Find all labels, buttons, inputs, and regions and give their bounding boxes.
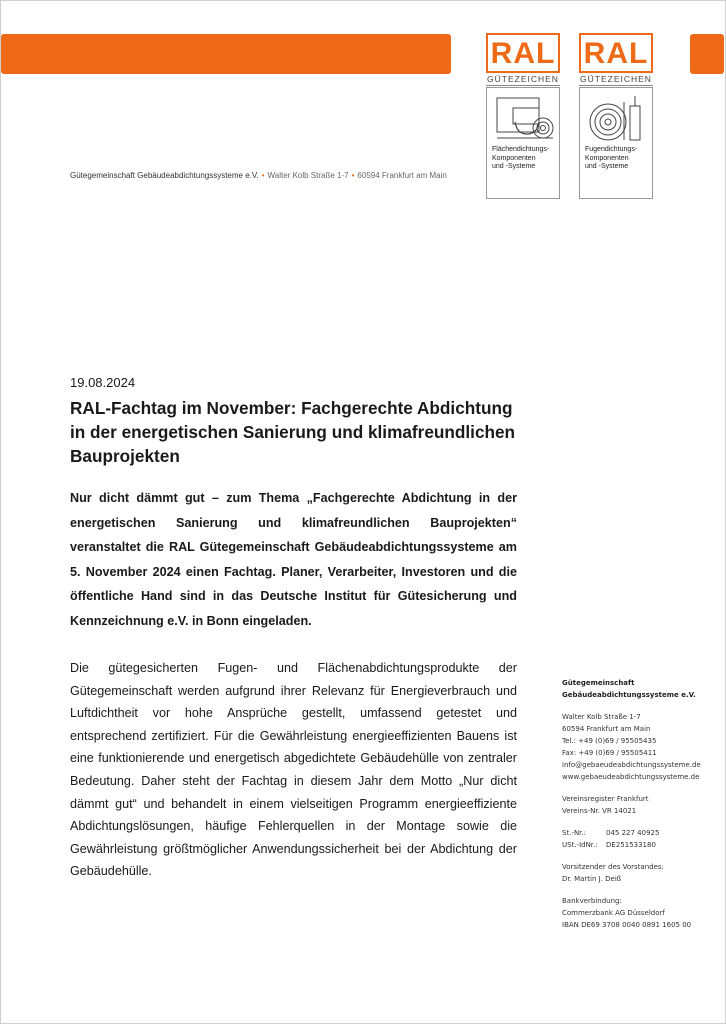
sidebar-email-link[interactable]: info@gebaeudeabdichtungssysteme.de: [562, 761, 701, 769]
body-paragraph: Die gütegesicherten Fugen- und Flächenabdichtungsprodukte der Gütegemeinschaft werden aufgrund ihrer Relevanz für Energieverbrauch und Luftdichtheit vor hohe Ansprüche gestellt, umfassend getestet und entsprechend zertifiziert. Für die Gewährleistung energieeffizienten Bauens ist eine funktionierende und energetisch abgedichtete Gebäudehülle von zentraler Bedeutung. Daher steht der Fachtag in diesem Jahr dem Motto „Nur dicht dämmt gut“ und behandelt in einem vielseitigen Programm energieeffiziente Abdichtungslösungen, häufige Fehlerquellen in der Montage sowie die Gewährleistung größtmöglicher Anwendungssicherheit bei der Abdichtung der Gebäudehülle.: [70, 661, 517, 879]
sidebar-bank-label: Bankverbindung:: [562, 897, 622, 905]
guetezeichen-label: GÜTEZEICHEN: [580, 74, 652, 84]
sidebar-contact: [562, 677, 722, 931]
org-name: Gütegemeinschaft Gebäudeabdichtungssysteme e.V.: [70, 171, 259, 180]
sidebar-org-line: Gütegemeinschaft: [562, 679, 635, 687]
sidebar-iban: IBAN DE69 3708 0040 0891 1605 00: [562, 921, 692, 929]
sidebar-city: 60594 Frankfurt am Main: [562, 725, 651, 733]
separator-dot: •: [261, 171, 265, 180]
press-title: RAL-Fachtag im November: Fachgerechte Abdichtung in der energetischen Sanierung und klimafreundlichen Bauprojekten: [70, 398, 516, 466]
city: 60594 Frankfurt am Main: [357, 171, 447, 180]
press-date: 19.08.2024: [70, 375, 136, 390]
separator-dot: •: [351, 171, 355, 180]
sidebar-register-nr: Vereins-Nr. VR 14021: [562, 807, 637, 815]
street: Walter Kolb Straße 1-7: [267, 171, 349, 180]
ral-seal-joint-sealing: [579, 33, 653, 199]
seal-caption: Fugendichtungs- Komponenten und -Systeme: [585, 146, 638, 170]
ral-logo: RAL: [486, 33, 560, 73]
sidebar-vat-id: USt.-IdNr.: DE251533180: [562, 841, 656, 849]
sidebar-fax: Fax: +49 (0)69 / 95505411: [562, 749, 657, 757]
header-orange-bar-right: [690, 34, 724, 74]
sidebar-org-line: Gebäudeabdichtungssysteme e.V.: [562, 691, 696, 699]
sidebar-bank-name: Commerzbank AG Düsseldorf: [562, 909, 665, 917]
sidebar-web-link[interactable]: www.gebaeudeabdichtungssysteme.de: [562, 773, 700, 781]
surface-sealing-roll-icon: [491, 92, 555, 144]
joint-sealing-tape-icon: [584, 92, 648, 144]
header-orange-bar: [1, 34, 451, 74]
sidebar-tax-number: St.-Nr.: 045 227 40925: [562, 829, 660, 837]
seal-pictogram-box: [579, 87, 653, 199]
sidebar-tel: Tel.: +49 (0)69 / 95505435: [562, 737, 657, 745]
sidebar-board-label: Vorsitzender des Vorstandes:: [562, 863, 664, 871]
sidebar-street: Walter Kolb Straße 1-7: [562, 713, 641, 721]
seal-pictogram-box: [486, 87, 560, 199]
seal-caption: Flächendichtungs- Komponenten und -Systeme: [492, 146, 550, 170]
ral-seal-surface-sealing: [486, 33, 560, 199]
sidebar-board-name: Dr. Martin J. Deiß: [562, 875, 622, 883]
lead-paragraph: Nur dicht dämmt gut – zum Thema „Fachgerechte Abdichtung in der energetischen Sanierung und klimafreundlichen Bauprojekten“ veranstaltet die RAL Gütegemeinschaft Gebäudeabdichtungssysteme am 5. November 2024 einen Fachtag. Planer, Verarbeiter, Investoren und die öffentliche Hand sind in das Deutsche Institut für Gütesicherung und Kennzeichnung e.V. in Bonn eingeladen.: [70, 491, 517, 628]
guetezeichen-label: GÜTEZEICHEN: [487, 74, 559, 84]
letterhead-address: [70, 171, 447, 180]
ral-logo: RAL: [579, 33, 653, 73]
sidebar-register: Vereinsregister Frankfurt: [562, 795, 649, 803]
